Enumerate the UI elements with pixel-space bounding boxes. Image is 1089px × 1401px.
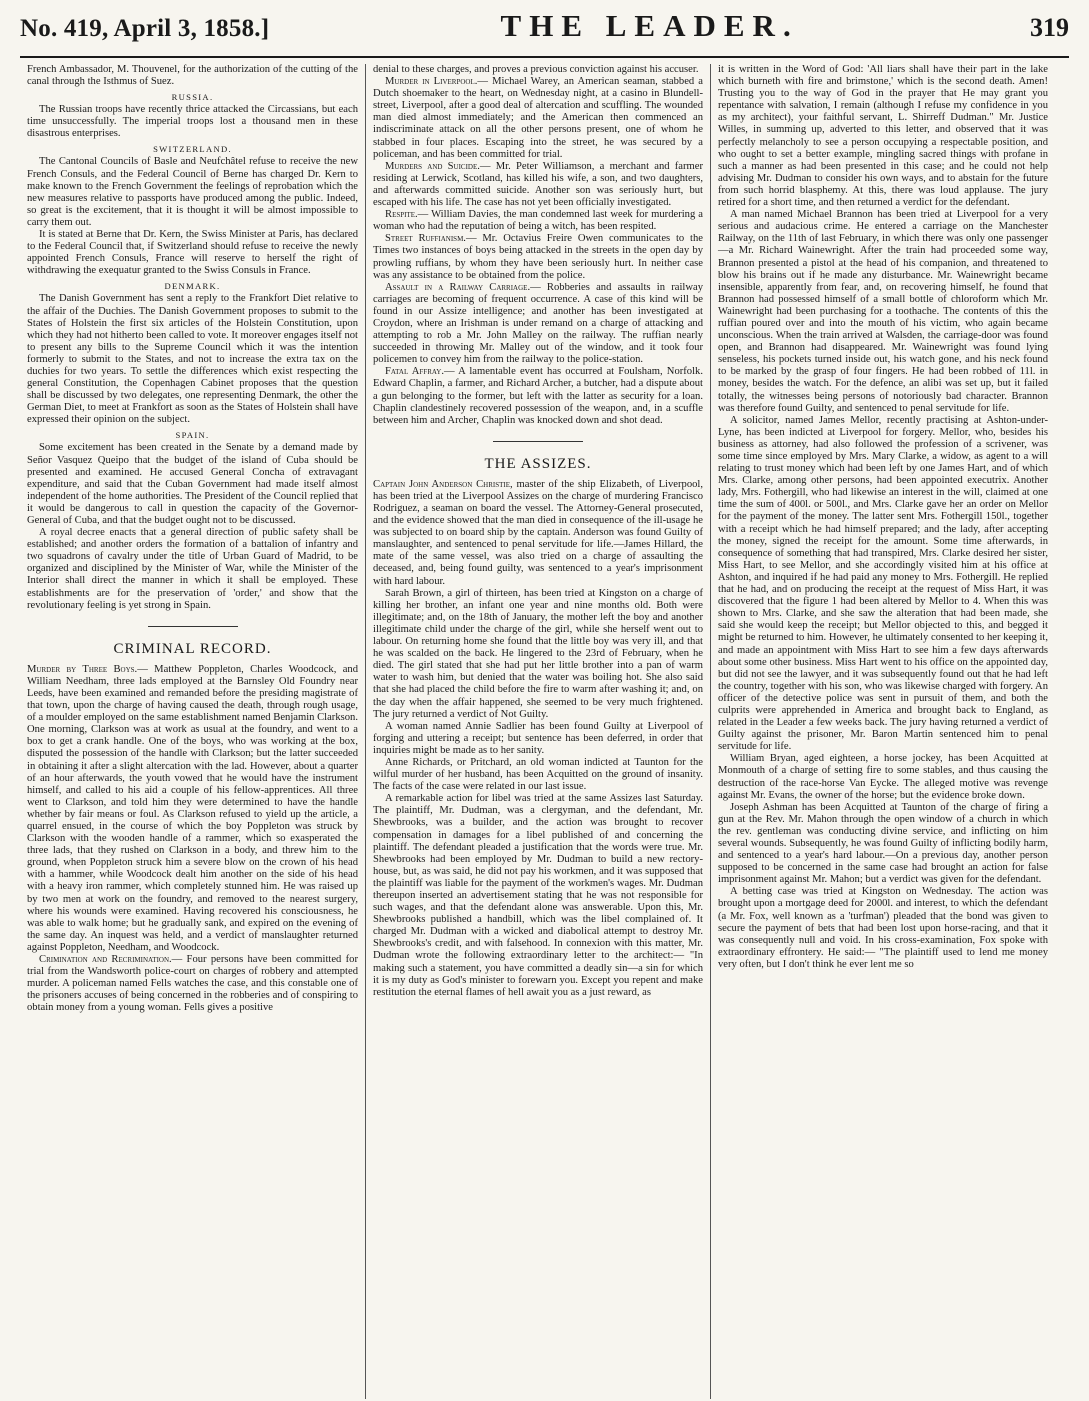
paragraph-lead: Murder in Liverpool. (385, 76, 478, 88)
paragraph-lead: Captain John Anderson Christie, (373, 478, 513, 490)
paragraph: Some excitement has been created in the Senate by a demand made by Señor Vasquez Queipo that the budget of the island of Cuba should be presented and examined. He accused General Concha of extravagant expenditure, and said that the Cuban Government had made itself almost independent of the home authorities. The President of the Council replied that it would be dangerous to call in question the capacity of the Governor-General of Cuba, and that the budget ought not to be discussed. (27, 442, 358, 526)
paragraph: A betting case was tried at Kingston on Wednesday. The action was brought upon a mortgage deed for 2000l. and interest, to which the defendant (a Mr. Fox, well known as a 'turfman') pleaded that the bond was given to secure the payment of bets that had been lost upon horse-racing, and that it was consequently null and void. In his cross-examination, Fox spoke with extraordinary effrontery. He said:— "The plaintiff used to lend me money very often, but I don't think he ever lent me so (718, 886, 1048, 970)
paragraph-lead: Crimination and Recrimination. (39, 954, 172, 965)
paragraph: Anne Richards, or Pritchard, an old woman indicted at Taunton for the wilful murder of her husband, has been Acquitted on the ground of insanity. The facts of the case were related in our last issue. (373, 756, 703, 793)
paragraph (27, 664, 358, 954)
column-2 (365, 64, 710, 1399)
paragraph: A solicitor, named James Mellor, recently practising at Ashton-under-Lyne, has been indicted at Liverpool for forgery. Mellor, who, besides his business as attorney, had also followed the profession of a scrivener, was some time since employed by Mrs. Mary Clarke, a widow, as agent to a will relating to trust money which had been left by one James Hart, and of which Mrs. Clarke, among other persons, had been appointed executrix. Another lady, Mrs. Fothergill, who had likewise an interest in the will, claimed at one time the sum of 400l. or 500l., and Mrs. Clarke gave her an order on Mellor for the payment of the money. The latter sent Mrs. Fothergill 150l., together with a receipt which he had himself prepared; and the lady, after accepting the money, signed the receipt for the amount. Some time afterwards, in consequence of something that had transpired, Mrs. Clarke desired her sister, Miss Hart, to see Mellor, and she accordingly visited him at his office at Ashton, and inquired if he had paid any money to Mrs. Fothergill. He replied that he had, and on producing the receipt at the request of Miss Hart, it was discovered that the figure 1 had been altered by Mellor to 4. When this was shown to Mrs. Clarke, and she saw the alteration that had been made, she said she would keep the receipt; but Mellor objected to this, and begged it might be returned to him. However, he ultimately consented to her keeping it, and made an appointment with Miss Hart to see him a few days afterwards about some other business. Miss Hart went to his office on the appointed day, but did not see the lawyer, and it was subsequently found out that he had left the country, together with his son, who was likewise charged with forgery. An officer of the detective police was sent in pursuit of them, and both the culprits were apprehended in America and brought back to England, as related in the Leader a few weeks back. The jury having returned a verdict of Guilty against the prisoner, Mr. Baron Martin sentenced him to penal servitude for life. (718, 414, 1048, 753)
paragraph (373, 209, 703, 233)
section-title-assizes: THE ASSIZES. (484, 455, 592, 472)
paragraph (373, 76, 703, 161)
masthead (20, 8, 1069, 58)
paragraph: A man named Michael Brannon has been tried at Liverpool for a very serious and audacious crime. He entered a carriage on the Manchester Railway, on the 11th of last February, in which there was only one passenger—a Mr. Richard Wainewright. After the train had proceeded some way, Brannon presented a pistol at the head of his companion, and threatened to blow his brains out if he made any disturbance. Mr. Wainewright became insensible, apparently from fear, and, on recovering himself, he found that Brannon had possessed himself of a small bottle of chloroform which Mr. Wainewright had been purchasing for a toothache. The contents of this the ruffian poured over and into the mouth of his victim, who again became unconscious. When the train arrived at Walsden, the carriage-door was found open, and Brannon had disappeared. Mr. Wainewright was found lying senseless, his pockets turned inside out, his watch gone, and his neck found to be marked by the grasp of four fingers. He had been robbed of 11l. in money, besides the watch. For the defence, an alibi was set up, but it failed totally, the witnesses being persons of notoriously bad character. Brannon was therefore found Guilty, and sentenced to penal servitude for life. (718, 209, 1048, 414)
issue-date: No. 419, April 3, 1858.] (20, 15, 270, 42)
paragraph-lead: Fatal Affray. (385, 366, 444, 378)
paragraph: A woman named Annie Sadlier has been found Guilty at Liverpool of forging and uttering a receipt; but sentence has been deferred, in order that inquiries might be made as to her sanity. (373, 720, 703, 756)
paragraph: denial to these charges, and proves a previous conviction against his accuser. (373, 64, 699, 75)
paragraph-body: — Mr. Peter Williamson, a merchant and farmer residing at Lerwick, Scotland, has killed his wife, a son, and two daughters, and afterwards committed suicide. Another son was seriously hurt, but escaped with his life. The case has not yet been officially investigated. (373, 160, 703, 209)
paragraph-body: — Four persons have been committed for trial from the Wandsworth police-court on charges of robbery and attempted murder. A policeman named Fells watches the case, and this constable one of the prisoners accuses of being concerned in the robberies and of conspiring to obtain money from a young woman. Fells gives a positive (27, 954, 358, 1014)
column-1 (20, 64, 365, 1399)
subheading-denmark: DENMARK. (164, 281, 221, 292)
subheading-switzerland: SWITZERLAND. (153, 144, 232, 155)
paragraph-body: — A lamentable event has occurred at Foulsham, Norfolk. Edward Chaplin, a farmer, and Richard Archer, a butcher, had a dispute about a gun belonging to the former, but left with the latter as security for a loan. Chaplin clandestinely recovered possession of the weapon, and, in a scuffle between him and Archer, Chaplin was knocked down and shot dead. (373, 366, 703, 426)
paragraph (373, 479, 703, 588)
page-number: 319 (1029, 13, 1069, 42)
paragraph-body: master of the ship Elizabeth, of Liverpool, has been tried at the Liverpool Assizes on the charge of murdering Francisco Rodriguez, a seaman on board the vessel. The Attorney-General prosecuted, and the evidence showed that the man died in consequence of the ill-usage he was subjected to on board ship by the captain. Anderson was found Guilty of manslaughter, and sentenced to penal servitude for life.—James Hillard, the mate of the same vessel, was also tried on a charge of assaulting the deceased, and, being found guilty, was sentenced to a year's imprisonment with hard labour. (373, 478, 704, 587)
paragraph: Joseph Ashman has been Acquitted at Taunton of the charge of firing a gun at the Rev. Mr. Mahon through the open window of a church in which the rev. gentleman was conducting divine service, and inflicting on him several wounds. Subsequently, he was found Guilty of inflicting bodily harm, and sentenced to a year's hard labour.—On a previous day, another person supposed to be concerned in the same case had brought an action for false imprisonment against Mr. Mahon; but a verdict was given for the defendant. (718, 801, 1048, 886)
subheading-russia: RUSSIA. (171, 92, 214, 103)
paragraph: The Danish Government has sent a reply to the Frankfort Diet relative to the affair of the Duchies. The Danish Government proposes to submit to the States of Holstein the first six articles of the Holstein Constitution, upon which they had not hitherto been called to vote. It moreover engages itself not to present any bills to the Supreme Council which it was the intention formerly to submit to the States, and not to increase the extra tax on the duchies for two years. To settle the differences which exist respecting the general Constitution, the Copenhagen Cabinet proposes that the question shall be discussed by two delegates, one representing Denmark, the other the German Diet, to meet at Frankfort as soon as the States of Holstein shall have expressed their opinion on the subject. (27, 293, 358, 426)
section-divider (493, 441, 583, 442)
column-3 (710, 64, 1055, 1399)
subheading-spain: SPAIN. (175, 430, 210, 441)
paragraph: The Cantonal Councils of Basle and Neufchâtel refuse to receive the new French Consuls, and the Federal Council of Berne has charged Dr. Kern to make known to the French Government the feelings of reprobation which the new measures relative to passports have produced among the public. Indeed, so great is the excitement, that it is thought it will be almost impossible to carry them out. (27, 156, 358, 228)
section-title-criminal-record: CRIMINAL RECORD. (113, 640, 272, 657)
paragraph (373, 282, 703, 367)
section-divider (148, 626, 238, 627)
paragraph-lead: Respite. (385, 209, 418, 221)
paragraph: A royal decree enacts that a general direction of public safety shall be established; and another orders the formation of a battalion of infantry and two squadrons of cavalry under the title of Urban Guard of Madrid, to be organized and disciplined by the Minister of War, while the Minister of the Interior shall direct the manner in which it shall be employed. These establishments are for the preservation of 'order,' and show that the revolutionary feeling is yet strong in Spain. (27, 527, 358, 611)
paragraph-body: — Robberies and assaults in railway carriages are becoming of frequent occurrence. A case of this kind will be found in our Assize intelligence; and another has been investigated at Croydon, where an Irishman is under remand on a charge of attacking and attempting to rob a Mr. John Malley on the railway. The ruffian nearly succeeded in throwing Mr. Malley out of the window, and it took four policemen to convey him from the railway to the police-station. (373, 281, 703, 366)
paragraph (27, 954, 358, 1014)
paragraph-lead: Murders and Suicide. (385, 160, 480, 172)
paragraph-body: — Michael Warey, an American seaman, stabbed a Dutch shoemaker to the heart, on Wednesday night, at a casino in Blundell-street, Liverpool, after a good deal of altercation and scuffling. The wounded man died almost immediately; and the American then commenced an indiscriminate attack on all the other persons present, one of whom he stabbed in four places. Escaping into the street, he was secured by a policeman, and has been committed for trial. (373, 76, 703, 160)
newspaper-title: THE LEADER. (500, 8, 799, 43)
paragraph: A remarkable action for libel was tried at the same Assizes last Saturday. The plaintiff, Mr. Dudman, was a clergyman, and the defendant, Mr. Shewbrooks, was a builder, and the action was brought to recover compensation in damages for a libel published of and concerning the plaintiff. The defendant pleaded a justification that the words were true. Mr. Shewbrooks had been employed by Mr. Dudman to build a new rectory-house, but, as was said, he did not pay his workmen, and it was supposed that the plaintiff was liable for the payment of the workmen's wages. Mr. Dudman thereupon inserted an advertisement stating that he was not responsible for such wages, and that the defendant alone was answerable. Upon this, Mr. Shewbrooks published a handbill, which was the libel complained of. It charged Mr. Dudman with a wicked and diabolical attempt to destroy Mr. Shewbrooks's credit, and with falsehood. In connexion with this matter, Mr. Dudman wrote the following extraordinary letter to the architect:— "In making such a statement, you have committed a deadly sin—a sin for which it is my duty as God's minister to forewarn you. Except you repent and make restitution the eternal flames of hell await you as a just reward, as (373, 793, 703, 998)
paragraph (373, 233, 703, 281)
paragraph-lead: Assault in a Railway Carriage. (385, 281, 531, 293)
paragraph: William Bryan, aged eighteen, a horse jockey, has been Acquitted at Monmouth of a charge of setting fire to some stables, and thus causing the destruction of the race-horse Van Eycke. The alleged motive was revenge against Mr. Evans, the owner of the horse; but the evidence broke down. (718, 753, 1048, 801)
paragraph: Sarah Brown, a girl of thirteen, has been tried at Kingston on a charge of killing her brother, an infant one year and nine months old. Both were illegitimate; and, on the 18th of January, the mother left the boy and another illegitimate child under the charge of the girl, while she herself went out to labour. On returning home she found that the little boy was very ill, and that he was scalded on the back. He lingered to the 23rd of February, when he died. The girl stated that she had put her little brother into a pan of warm water to wash him, but denied that the water was boiling hot. She also said that she had placed the child before the fire to warm after washing it; and, on the day when the affair happened, she seemed to be very much frightened. The jury returned a verdict of Not Guilty. (373, 587, 703, 720)
paragraph: French Ambassador, M. Thouvenel, for the authorization of the cutting of the canal through the Isthmus of Suez. (27, 64, 358, 88)
paragraph-body: — Mr. Octavius Freire Owen communicates to the Times two instances of boys being attacked in the streets in the open day by prowling ruffians, by whom they have been seriously hurt. In neither case was any assistance to be obtained from the police. (373, 233, 703, 281)
paragraph: it is written in the Word of God: 'All liars shall have their part in the lake which burneth with fire and brimstone,' which is the second death. Amen! Trusting you to the way of God in the prayer that He may grant you repentance with salvation, I remain (although I refuse my confidence in you as my architect), your faithful servant, L. Shirreff Dudman." Mr. Justice Willes, in summing up, adverted to this letter, and observed that it was perfectly melancholy to see a person occupying a respectable position, and who ought to set a better example, mingling sacred things with profane in such a manner as had been presented in this case; and he could not help advising Mr. Dudman to consider his own ways, and to abstain for the future from such horrid blasphemy. At this, there was loud applause. The jury retired for a short time, and then returned a verdict for the defendant. (718, 64, 1048, 209)
paragraph: The Russian troops have recently thrice attacked the Circassians, but each time unsuccessfully. The imperial troops lost a thousand men in these disastrous enterprises. (27, 104, 358, 140)
paragraph (373, 161, 703, 209)
paragraph-lead: Murder by Three Boys. (27, 663, 138, 675)
paragraph-lead: Street Ruffianism. (385, 233, 466, 245)
paragraph (373, 366, 703, 426)
article-columns (20, 64, 1069, 1399)
paragraph: It is stated at Berne that Dr. Kern, the Swiss Minister at Paris, has declared to the Federal Council that, if Switzerland should refuse to receive the newly appointed French Consuls, France will reserve to herself the right of withdrawing the exequatur granted to the Swiss Consuls in France. (27, 229, 358, 277)
paragraph-body: — William Davies, the man condemned last week for murdering a woman who had the reputation of being a witch, has been respited. (373, 209, 703, 233)
paragraph-body: — Matthew Poppleton, Charles Woodcock, and William Needham, three lads employed at the Barnsley Old Foundry near Leeds, have been examined and remanded before the presiding magistrate of that town, upon the charge of having caused the death, through rough usage, of a moulder employed on the same establishment named Benjamin Clarkson. One morning, Clarkson was at work as usual at the foundry, and went to a box to get a crank handle. One of the boys, who was working at the box, disputed the possession of the handle with Clarkson; but the latter succeeded in obtaining it after a slight altercation with the lad. However, about a quarter of an hour afterwards, the youth vowed that he would have the instrument himself, and called to his aid a couple of his fellow-apprentices. All three went to Clarkson, and told him they were determined to have the handle whether by fair means or foul. As Clarkson refused to yield up the article, a quarrel ensued, in the course of which the boy Poppleton was struck by Clarkson with the wooden handle of a rammer, which so exasperated the three lads, that they rushed on Clarkson in a body, and threw him to the ground, when Poppleton struck him a severe blow on the crown of his head with a hammer, while Woodcock dealt him another on the side of his head with a heavy iron rammer, which completely stunned him. He was raised up by two men at work on the foundry, and removed to the nearest surgery, where his wounds were examined. Having recovered his consciousness, he was able to walk home; but he gradually sank, and expired on the evening of the same day. An inquest was held, and a verdict of manslaughter returned against Poppleton, Needham, and Woodcock. (27, 663, 358, 953)
